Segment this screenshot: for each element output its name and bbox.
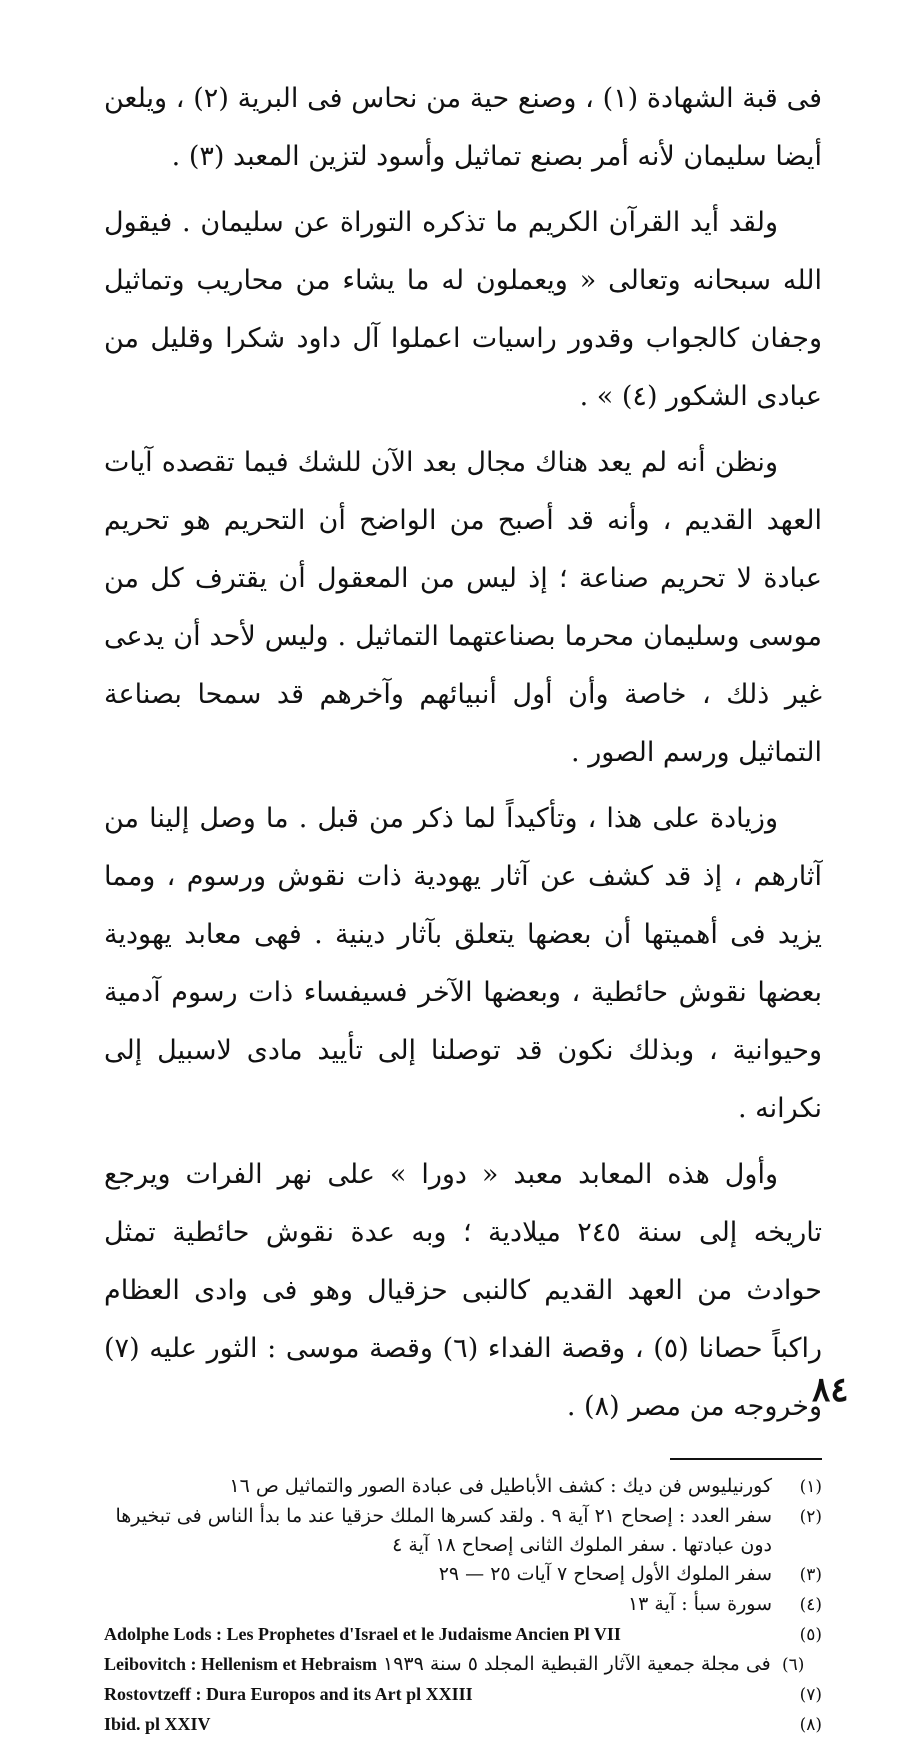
paragraph-3: ونظن أنه لم يعد هناك مجال بعد الآن للشك فيما تقصده آيات العهد القديم ، وأنه قد أصبح من الواضح أن التحريم هو تحريم عبادة لا تحريم صناعة ؛ إذ ليس من المعقول أن يقترف كل من موسى وسليمان محرما بصناعتهما التماثيل . وليس لأحد أن يدعى غير ذلك ، خاصة وأن أول أنبيائهم وآخرهم قد سمحا بصناعة التماثيل ورسم الصور . (104, 447, 822, 768)
footnote-3 (104, 1560, 822, 1590)
footnote-number: (٧) (799, 1685, 822, 1705)
paragraph-1: فى قبة الشهادة (١) ، وصنع حية من نحاس فى البرية (٢) ، ويلعن أيضا سليمان لأنه أمر بصنع تماثيل وأسود لتزين المعبد (٣) . (104, 83, 822, 172)
footnote-text: Adolphe Lods : Les Prophetes d'Israel et le Judaisme Ancien Pl VII (104, 1624, 621, 1644)
footnote-text: سفر العدد : إصحاح ٢١ آية ٩ . ولقد كسرها الملك حزقيا عند ما بدأ الناس فى تبخيرها دون عبادتها . سفر الملوك الثانى إصحاح ١٨ آية ٤ (115, 1505, 772, 1556)
footnote-text: Ibid. pl XXIV (104, 1714, 211, 1734)
page-number: ٨٤ (812, 1370, 849, 1410)
footnote-number: (٤) (799, 1595, 822, 1615)
footnote-text: Rostovtzeff : Dura Europos and its Art pl XXIII (104, 1684, 473, 1704)
footnote-2 (104, 1502, 822, 1560)
footnote-4 (104, 1590, 822, 1620)
footnote-number: (٢) (799, 1507, 822, 1527)
footnote-number: (١) (799, 1477, 822, 1497)
footnote-6 (104, 1650, 822, 1680)
footnote-number: (٨) (799, 1715, 822, 1735)
footnotes (104, 1472, 822, 1740)
footnote-number: (٣) (799, 1565, 822, 1585)
footnote-text: كورنيليوس فن ديك : كشف الأباطيل فى عبادة الصور والتماثيل ص ١٦ (229, 1475, 772, 1497)
footnote-7 (104, 1680, 822, 1710)
footnote-text (104, 1650, 771, 1679)
footnote-number: (٥) (799, 1625, 822, 1645)
paragraph-4: وزيادة على هذا ، وتأكيداً لما ذكر من قبل . ما وصل إلينا من آثارهم ، إذ قد كشف عن آثار يهودية ذات نقوش ورسوم ، ومما يزيد فى أهميتها أن بعضها يتعلق بآثار دينية . فهى معابد يهودية بعضها نقوش حائطية ، وبعضها الآخر فسيفساء ذات رسوم آدمية وحيوانية ، وبذلك نكون قد توصلنا إلى تأييد مادى لاسبيل إلى نكرانه . (104, 803, 822, 1124)
footnote-1 (104, 1472, 822, 1502)
footnote-text: سورة سبأ : آية ١٣ (627, 1593, 772, 1615)
paragraph-2: ولقد أيد القرآن الكريم ما تذكره التوراة عن سليمان . فيقول الله سبحانه وتعالى « ويعملون له ما يشاء من محاريب وتماثيل وجفان كالجواب وقدور راسيات اعملوا آل داود شكرا وقليل من عبادى الشكور (٤) » . (104, 207, 822, 412)
footnote-arabic-part: فى مجلة جمعية الآثار القبطية المجلد ٥ سنة ١٩٣٩ (383, 1653, 771, 1675)
paragraph-5: وأول هذه المعابد معبد « دورا » على نهر الفرات ويرجع تاريخه إلى سنة ٢٤٥ ميلادية ؛ وبه عدة نقوش حائطية تمثل حوادث من العهد القديم كالنبى حزقيال وهو فى وادى العظام راكباً حصانا (٥) ، وقصة الفداء (٦) وقصة موسى : الثور عليه (٧) وخروجه من مصر (٨) . (104, 1159, 822, 1422)
footnote-divider (670, 1458, 822, 1460)
footnote-number: (٦) (782, 1655, 805, 1675)
footnote-text: سفر الملوك الأول إصحاح ٧ آيات ٢٥ — ٢٩ (438, 1563, 772, 1585)
footnote-latin-part: Leibovitch : Hellenism et Hebraism (104, 1654, 377, 1674)
footnote-8 (104, 1710, 822, 1740)
footnote-5 (104, 1620, 822, 1650)
main-text (104, 70, 822, 1436)
